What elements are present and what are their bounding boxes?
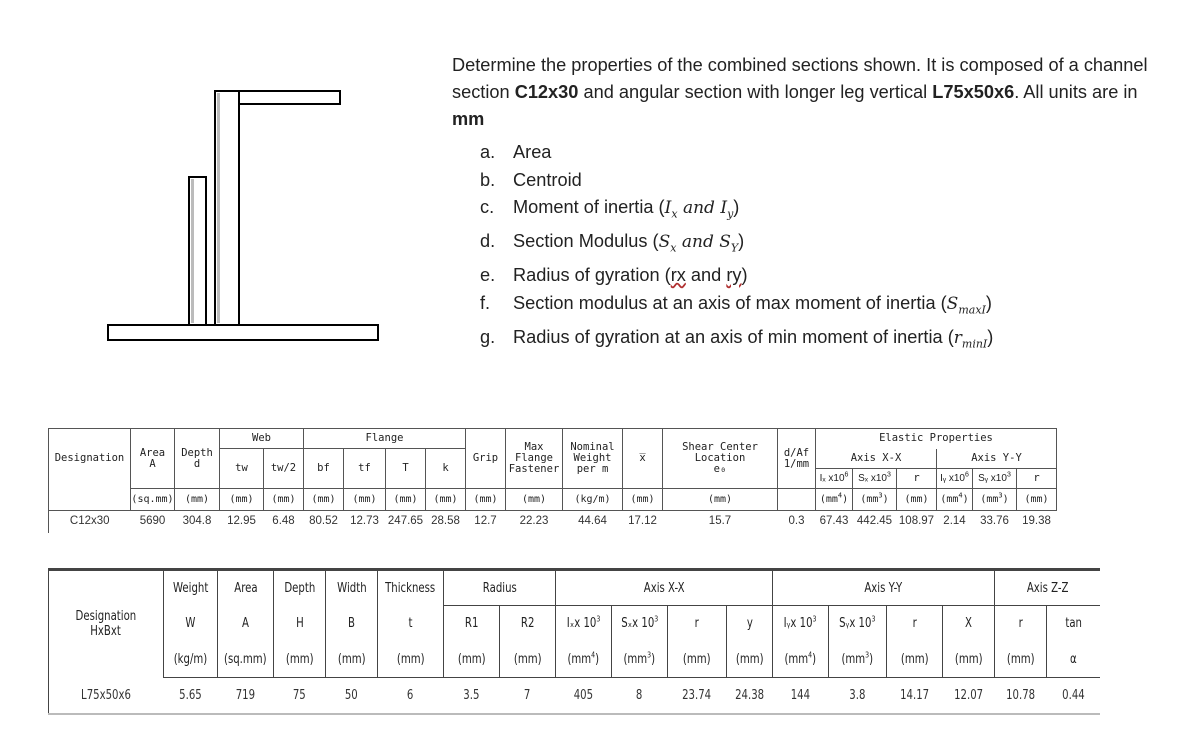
- t1-cell: 304.8: [182, 515, 212, 528]
- t1-shear-center-header: Shear Center Location e₀: [663, 429, 778, 489]
- angle-properties-table: [48, 568, 1100, 715]
- t2-cell: 10.78: [995, 678, 1047, 714]
- t2-unit: (mm): [943, 642, 995, 678]
- t2-h-header: H: [274, 606, 326, 642]
- t2-x-header: X: [943, 606, 995, 642]
- t2-cell: 405: [556, 678, 612, 714]
- question-g: g. Radius of gyration at an axis of min moment of inertia $(r_{minI})$: [480, 326, 994, 351]
- t2-radius-header: Radius: [444, 570, 556, 606]
- angle-designation: L75x50x6: [932, 82, 1015, 102]
- t2-unit: (kg/m): [164, 642, 218, 678]
- t1-cell: 17.12: [628, 515, 657, 528]
- t2-thickness-header: Thickness: [378, 570, 444, 606]
- question-a: a. Area: [480, 142, 552, 162]
- t2-depth-header: Depth: [274, 570, 326, 606]
- t2-cell: 8: [612, 678, 668, 714]
- table-row: [49, 511, 1057, 533]
- t2-t-header: t: [378, 606, 444, 642]
- t1-unit: (mm): [466, 489, 506, 511]
- t2-unit: (sq.mm): [218, 642, 274, 678]
- t1-grip-header: Grip: [466, 429, 506, 489]
- t2-unit: (mm): [378, 642, 444, 678]
- question-f: f. Section modulus at an axis of max moment of inertia $(S_{maxI})$: [480, 292, 992, 317]
- t2-cell: 75: [274, 678, 326, 714]
- t2-unit: (mm): [500, 642, 556, 678]
- t1-cell: 19.38: [1022, 515, 1051, 528]
- t1-unit: (mm): [175, 489, 220, 511]
- t2-cell: 144: [773, 678, 829, 714]
- t2-cell: 3.5: [444, 678, 500, 714]
- t2-unit: (mm): [444, 642, 500, 678]
- t2-unit: (mm): [326, 642, 378, 678]
- t1-cell: 80.52: [309, 515, 338, 528]
- t2-a-header: A: [218, 606, 274, 642]
- question-list: [480, 139, 1152, 358]
- t2-y-header: y: [727, 606, 773, 642]
- t2-w-header: W: [164, 606, 218, 642]
- t2-unit: (mm): [668, 642, 727, 678]
- t2-ry-header: r: [887, 606, 943, 642]
- t1-cell: 44.64: [578, 515, 607, 528]
- units: mm: [452, 109, 485, 129]
- t2-axis-xx-header: Axis X-X: [556, 570, 773, 606]
- t2-alpha: α: [1047, 642, 1100, 678]
- t2-unit-sy: $(mm^3)$: [829, 642, 887, 678]
- question-e: e. Radius of gyration (rx and ry): [480, 265, 748, 286]
- t1-cell: 67.43: [819, 515, 849, 528]
- channel-bottom-flange: [108, 325, 378, 340]
- t1-daf-header: d/Af 1/mm: [778, 429, 816, 489]
- problem-intro: Determine the properties of the combined sections shown. It is composed of a channel section C12x30 and angular section with longer leg vertical L75x50x6. All units are in mm: [452, 55, 1148, 129]
- t2-sy-header: Sᵧx $10^3$: [829, 606, 887, 642]
- t2-area-header: Area: [218, 570, 274, 606]
- combined-section-figure: [100, 85, 390, 360]
- problem-statement: [452, 52, 1152, 358]
- t1-depth-header: Depth d: [175, 429, 220, 489]
- t2-unit: (mm): [727, 642, 773, 678]
- question-c: c. Moment of inertia ($I_x$ and $I_y$): [480, 197, 740, 221]
- t2-ix-header: Iₓx $10^3$: [556, 606, 612, 642]
- t1-bf-header: bf: [304, 449, 344, 489]
- t1-designation-header: Designation: [49, 429, 131, 489]
- t1-cell: 12.7: [474, 515, 497, 528]
- t2-cell: 50: [326, 678, 378, 714]
- t1-cell: C12x30: [49, 511, 131, 533]
- t1-tw2-header: tw/2: [264, 449, 304, 489]
- t1-unit: (mm): [623, 489, 663, 511]
- t2-axis-zz-header: Axis Z-Z: [995, 570, 1100, 606]
- t2-iy-header: Iᵧx $10^3$: [773, 606, 829, 642]
- t1-cell: 22.23: [519, 515, 549, 528]
- t1-unit-iy: $(mm^4)$: [937, 489, 973, 511]
- t1-cell: 5690: [139, 515, 166, 528]
- t2-unit-ix: $(mm^4)$: [556, 642, 612, 678]
- t2-cell: 5.65: [164, 678, 218, 714]
- t1-cell: 2.14: [943, 515, 966, 528]
- t2-width-header: Width: [326, 570, 378, 606]
- t1-elastic-header: Elastic Properties: [816, 429, 1057, 449]
- t2-cell: 3.8: [829, 678, 887, 714]
- t2-cell: 12.07: [943, 678, 995, 714]
- t2-weight-header: Weight: [164, 570, 218, 606]
- t2-b-header: B: [326, 606, 378, 642]
- t1-unit: (sq.mm): [131, 489, 175, 511]
- t1-rx-header: r: [897, 469, 937, 489]
- t2-r1-header: R1: [444, 606, 500, 642]
- t2-unit: (mm): [274, 642, 326, 678]
- t2-rz-header: r: [995, 606, 1047, 642]
- t1-tf-header: tf: [344, 449, 386, 489]
- t1-cell: 108.97: [898, 515, 935, 528]
- t1-cell: 0.3: [788, 515, 805, 528]
- t1-unit: (mm): [304, 489, 344, 511]
- t1-cell: 12.95: [227, 515, 256, 528]
- t1-cell: 33.76: [980, 515, 1009, 528]
- t1-web-header: Web: [220, 429, 304, 449]
- t1-sx-header: Sₓ $x10^3$: [853, 469, 897, 489]
- t2-unit-iy: $(mm^4)$: [773, 642, 829, 678]
- t2-cell: 24.38: [727, 678, 773, 714]
- t1-flange-header: Flange: [304, 429, 466, 449]
- t2-unit: (mm): [995, 642, 1047, 678]
- t2-unit-sx: $(mm^3)$: [612, 642, 668, 678]
- t2-tan-header: tan: [1047, 606, 1100, 642]
- t1-unit: (mm): [1017, 489, 1057, 511]
- t2-axis-yy-header: Axis Y-Y: [773, 570, 995, 606]
- t2-unit: (mm): [887, 642, 943, 678]
- t1-cell: 28.58: [431, 515, 460, 528]
- t2-sx-header: Sₓx $10^3$: [612, 606, 668, 642]
- t2-cell: 719: [218, 678, 274, 714]
- t1-sy-header: Sᵧ $x10^3$: [973, 469, 1017, 489]
- t1-T-header: T: [386, 449, 426, 489]
- t1-iy-header: Iᵧ $x10^6$: [937, 469, 973, 489]
- t2-cell: 14.17: [887, 678, 943, 714]
- t1-unit: (mm): [220, 489, 264, 511]
- t1-nominal-weight-header: Nominal Weight per m: [563, 429, 623, 489]
- channel-designation: C12x30: [514, 82, 579, 102]
- t1-ix-header: Iₓ $x10^6$: [816, 469, 853, 489]
- t1-max-flange-header: Max Flange Fastener: [506, 429, 563, 489]
- t1-k-header: k: [426, 449, 466, 489]
- question-b: b. Centroid: [480, 169, 582, 190]
- t1-xbar-header: x̅: [623, 429, 663, 489]
- t1-unit: (mm): [264, 489, 304, 511]
- t1-unit: (mm): [897, 489, 937, 511]
- t1-unit: (mm): [386, 489, 426, 511]
- t2-cell: 23.74: [668, 678, 727, 714]
- t1-area-header: Area A: [131, 429, 175, 489]
- channel-properties-table: [48, 428, 1057, 533]
- t1-unit: (mm): [344, 489, 386, 511]
- t2-cell: 0.44: [1047, 678, 1100, 714]
- t1-cell: 247.65: [387, 515, 424, 528]
- table-row: [49, 678, 1100, 714]
- t1-unit-sy: $(mm^3)$: [973, 489, 1017, 511]
- t1-unit-ix: $(mm^4)$: [816, 489, 853, 511]
- t2-cell: 7: [500, 678, 556, 714]
- t2-cell: L75x50x6: [49, 678, 164, 714]
- t2-r2-header: R2: [500, 606, 556, 642]
- t1-unit: (mm): [663, 489, 778, 511]
- t2-designation-header: Designation HxBxt: [49, 570, 164, 678]
- t1-unit: (mm): [426, 489, 466, 511]
- t1-cell: 15.7: [708, 515, 732, 528]
- t2-rx-header: r: [668, 606, 727, 642]
- t1-unit: (kg/m): [563, 489, 623, 511]
- t1-tw-header: tw: [220, 449, 264, 489]
- t1-axis-yy-header: Axis Y-Y: [937, 449, 1057, 469]
- t1-unit: (mm): [506, 489, 563, 511]
- t1-unit-sx: $(mm^3)$: [853, 489, 897, 511]
- t2-cell: 6: [378, 678, 444, 714]
- t1-ry-header: r: [1017, 469, 1057, 489]
- t1-cell: 6.48: [272, 515, 295, 528]
- t1-cell: 12.73: [350, 515, 379, 528]
- t1-axis-xx-header: Axis X-X: [816, 449, 937, 469]
- question-d: d. Section Modulus ($S_x$ and $S_Y$): [480, 231, 745, 255]
- t1-cell: 442.45: [856, 515, 893, 528]
